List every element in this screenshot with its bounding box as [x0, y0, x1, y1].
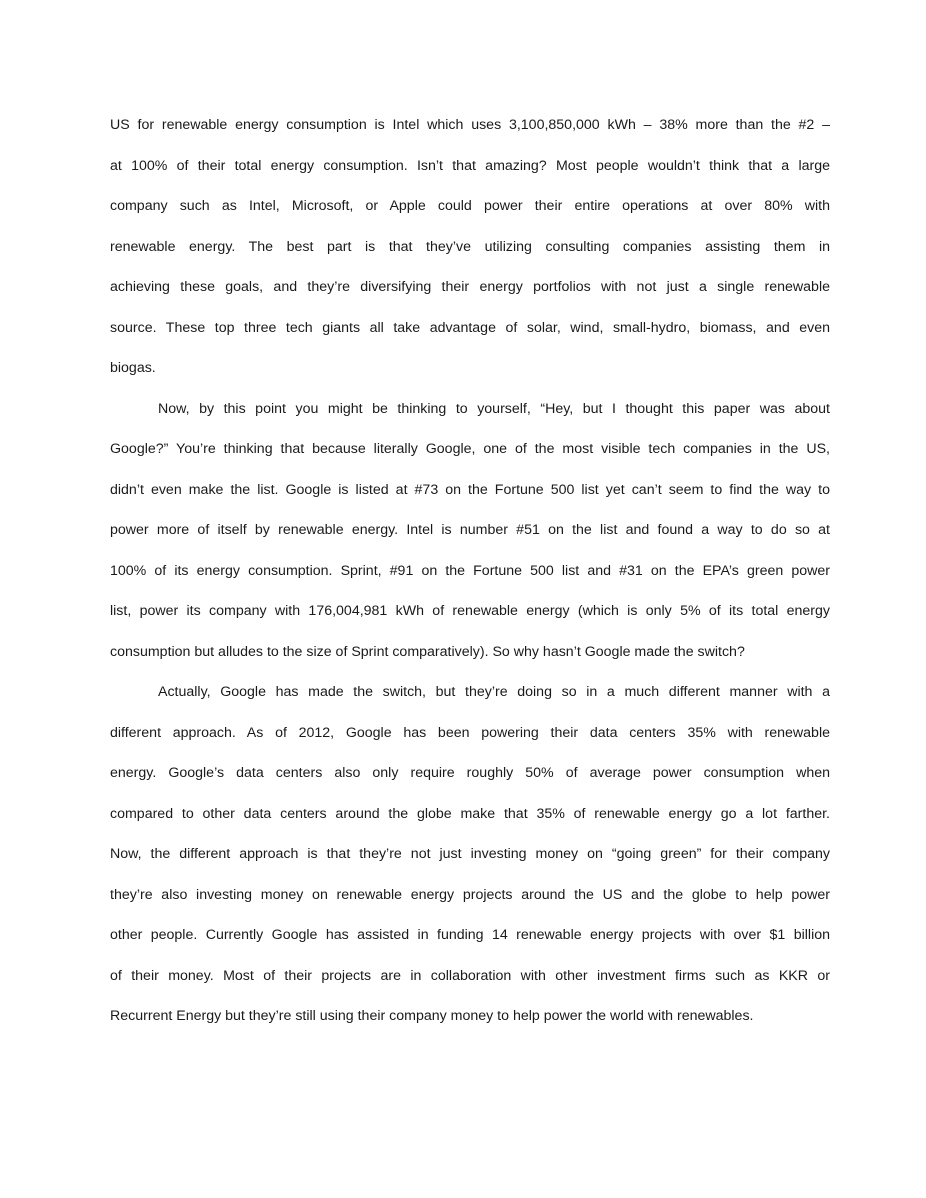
- text-line: at 100% of their total energy consumption. Isn’t that amazing? Most people wouldn’t think that a large: [110, 157, 830, 174]
- text-line: Recurrent Energy but they’re still using their company money to help power the world with renewables.: [110, 1008, 754, 1024]
- paragraph-first-line: Actually, Google has made the switch, but they’re doing so in a much different manner with a: [158, 684, 830, 700]
- text-line: consumption but alludes to the size of Sprint comparatively). So why hasn’t Google made the switch?: [110, 643, 745, 660]
- text-line: list, power its company with 176,004,981 kWh of renewable energy (which is only 5% of its total energy: [110, 603, 830, 619]
- text-line: Now, the different approach is that they’re not just investing money on “going green” for their company: [110, 846, 830, 862]
- text-line: US for renewable energy consumption is Intel which uses 3,100,850,000 kWh – 38% more than the #2 –: [110, 117, 830, 133]
- text-line: power more of itself by renewable energy. Intel is number #51 on the list and found a way to do so at: [110, 522, 830, 538]
- text-line: biogas.: [110, 360, 156, 376]
- body-text: [110, 105, 830, 1037]
- text-line: 100% of its energy consumption. Sprint, #91 on the Fortune 500 list and #31 on the EPA’s green power: [110, 562, 830, 579]
- text-line: they’re also investing money on renewable energy projects around the US and the globe to help power: [110, 886, 830, 903]
- text-line: company such as Intel, Microsoft, or Apple could power their entire operations at over 80% with: [110, 198, 830, 214]
- text-line: didn’t even make the list. Google is listed at #73 on the Fortune 500 list yet can’t seem to find the way to: [110, 481, 830, 498]
- paragraph-first-line: Now, by this point you might be thinking to yourself, “Hey, but I thought this paper was about: [158, 400, 830, 417]
- text-line: of their money. Most of their projects are in collaboration with other investment firms such as KKR or: [110, 967, 830, 984]
- text-line: other people. Currently Google has assisted in funding 14 renewable energy projects with over $1 billion: [110, 927, 830, 943]
- text-line: renewable energy. The best part is that they’ve utilizing consulting companies assisting them in: [110, 238, 830, 255]
- text-line: achieving these goals, and they’re diversifying their energy portfolios with not just a single renewable: [110, 279, 830, 295]
- text-line: Google?” You’re thinking that because literally Google, one of the most visible tech companies in the US,: [110, 441, 830, 457]
- text-line: different approach. As of 2012, Google has been powering their data centers 35% with renewable: [110, 724, 830, 741]
- text-line: compared to other data centers around the globe make that 35% of renewable energy go a lot farther.: [110, 805, 830, 822]
- text-line: source. These top three tech giants all take advantage of solar, wind, small-hydro, biomass, and even: [110, 319, 830, 336]
- text-line: energy. Google’s data centers also only require roughly 50% of average power consumption when: [110, 765, 830, 781]
